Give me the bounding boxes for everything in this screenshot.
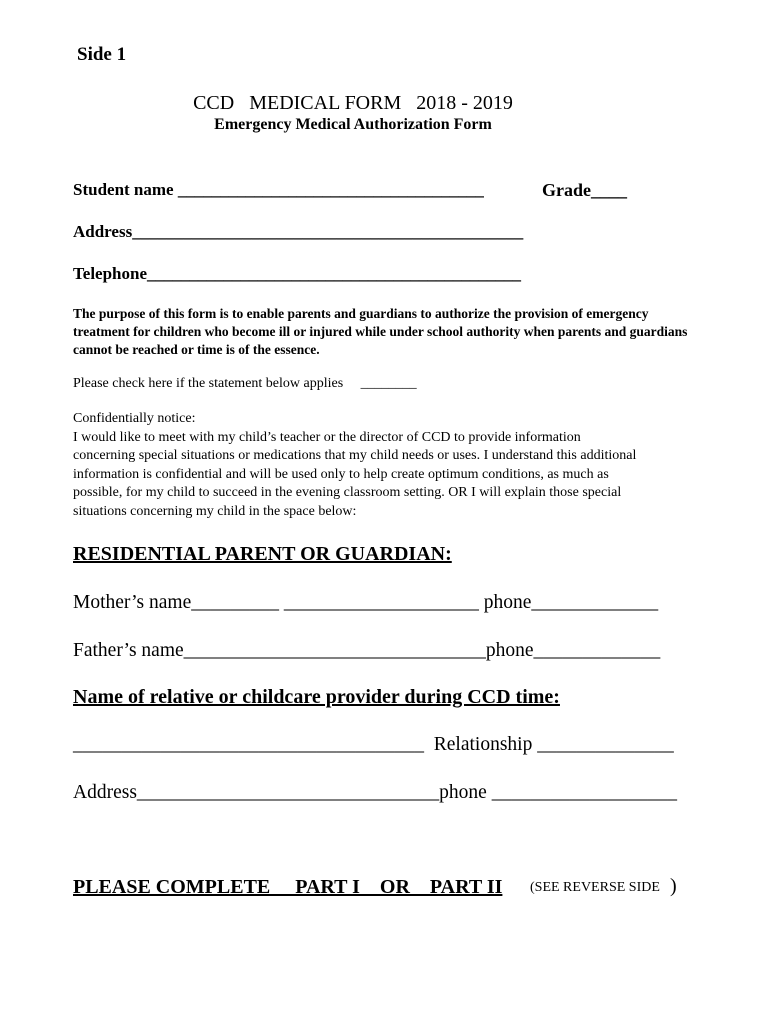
purpose-paragraph: The purpose of this form is to enable parents and guardians to authorize the provision of emergency treatment for children who become ill or injured while under school authority when parents and guardians cannot be reached or time is of the essence. — [73, 306, 688, 357]
relative-address-field[interactable]: Address_______________________________phone ___________________ — [73, 782, 677, 803]
relative-heading: Name of relative or childcare provider during CCD time: — [73, 686, 560, 708]
check-statement[interactable]: Please check here if the statement below applies ________ — [73, 376, 417, 391]
residential-heading: RESIDENTIAL PARENT OR GUARDIAN: — [73, 543, 452, 565]
form-title: CCD MEDICAL FORM 2018 - 2019 — [193, 92, 513, 114]
confidential-paragraph: I would like to meet with my child’s teacher or the director of CCD to provide information concerning special situations or medications that my child needs or uses. I understand this additional information is confidential and will be used only to help create optimum conditions, as much as possible, for my child to succeed in the evening classroom setting. OR I will explain those special situations concerning my child in the space below: — [73, 430, 637, 519]
close-paren: ) — [670, 875, 677, 897]
student-name-field[interactable]: Student name ____________________________________ — [73, 180, 484, 199]
see-reverse-text: (SEE REVERSE SIDE — [530, 880, 660, 895]
relative-name-field[interactable]: ____________________________________ Relationship ______________ — [73, 734, 674, 755]
confidential-heading: Confidentially notice: — [73, 411, 196, 426]
grade-field[interactable]: Grade____ — [542, 180, 627, 200]
side-label: Side 1 — [77, 44, 127, 65]
address-field[interactable]: Address______________________________________________ — [73, 222, 524, 241]
father-name-field[interactable]: Father’s name_______________________________phone_____________ — [73, 640, 661, 661]
please-complete-text: PLEASE COMPLETE PART I OR PART II — [73, 876, 503, 898]
form-subtitle: Emergency Medical Authorization Form — [214, 116, 492, 133]
telephone-field[interactable]: Telephone____________________________________________ — [73, 264, 522, 283]
mother-name-field[interactable]: Mother’s name_________ ____________________ phone_____________ — [73, 592, 659, 613]
